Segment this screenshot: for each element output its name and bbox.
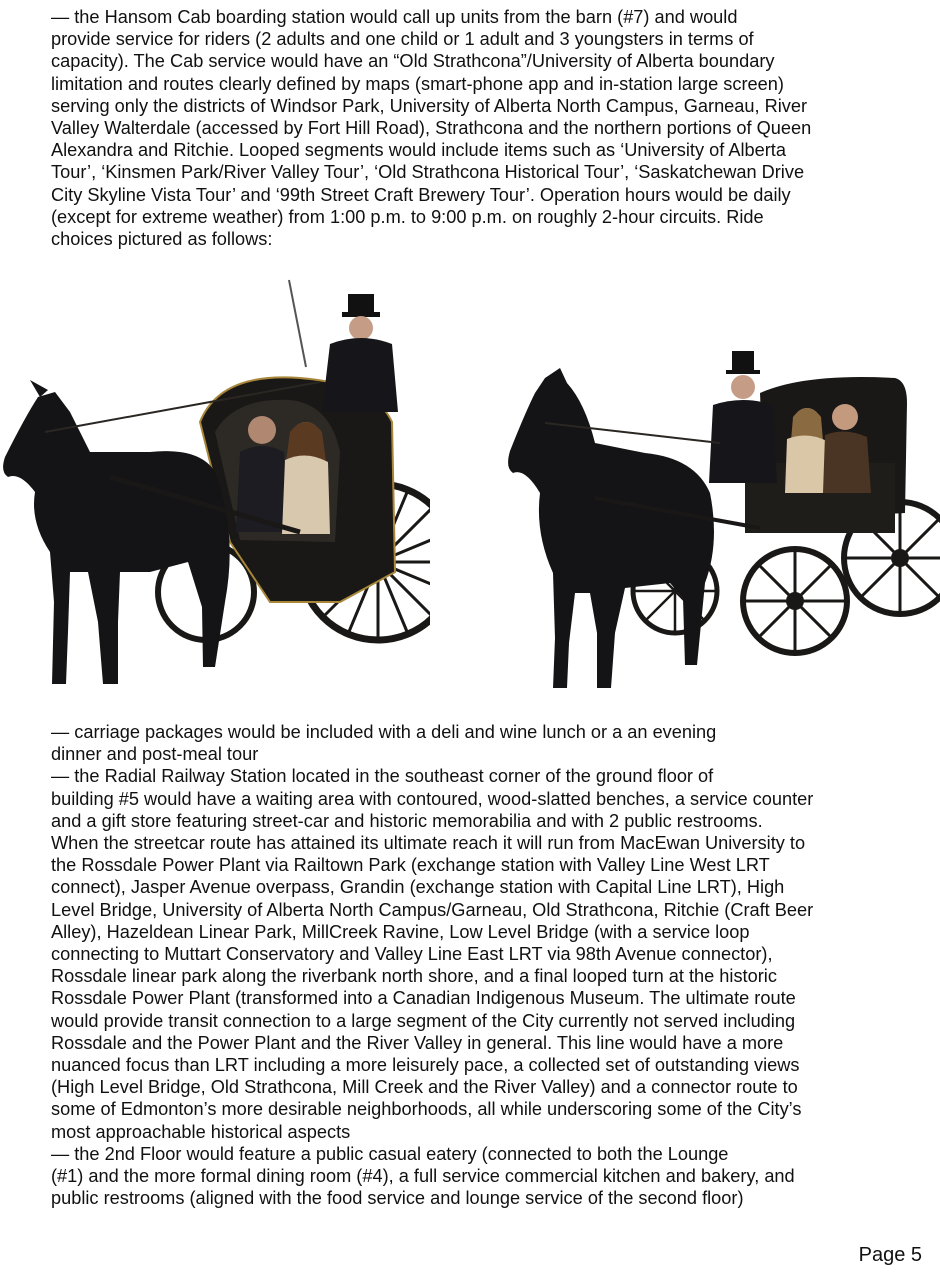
passenger-man-body	[823, 431, 871, 493]
carriage-photo-right	[505, 343, 940, 695]
passenger-man-head	[832, 404, 858, 430]
driver-head	[731, 375, 755, 399]
driver-body	[709, 400, 777, 483]
body-paragraph-hansom-cab: — the Hansom Cab boarding station would call up units from the barn (#7) and would provide service for riders (2 adults and one child or 1 adult and 3 youngsters in terms of capacity). The Cab service would have an “Old Strathcona”/University of Alberta boundary limitation and routes clearly defined by maps (smart-phone app and in-station large screen) serving only the districts of Windsor Park, University of Alberta North Campus, Garneau, River Valley Walterdale (accessed by Fort Hill Road), Strathcona and the northern portions of Queen Alexandra and Ritchie. Looped segments would include items such as ‘University of Alberta Tour’, ‘Kinsmen Park/River Valley Tour’, ‘Old Strathcona Historical Tour’, ‘Saskatchewan Drive City Skyline Vista Tour’ and ‘99th Street Craft Brewery Tour’. Operation hours would be daily (except for extreme weather) from 1:00 p.m. to 9:00 p.m. on roughly 2-hour circuits. Ride choices pictured as follows:	[51, 7, 812, 250]
driver-body	[322, 338, 398, 412]
page-number: Page 5	[858, 1244, 922, 1266]
passenger-woman-body	[282, 455, 330, 534]
middle-wheel	[743, 549, 847, 653]
driver-top-hat	[732, 351, 754, 371]
passenger-woman-body	[785, 435, 829, 493]
passenger-man-head	[248, 416, 276, 444]
body-paragraph-packages-railway: — carriage packages would be included with a deli and wine lunch or a an evening dinner and post-meal tour — the Radial Railway Station located in the southeast corner of the ground floor of building #5 would have a waiting area with contoured, wood-slatted benches, a service counter and a gift store featuring street-car and historic memorabilia and with 2 public restrooms. When the streetcar route has attained its ultimate reach it will run from MacEwan University to the Rossdale Power Plant via Railtown Park (exchange station with Valley Line West LRT connect), Jasper Avenue overpass, Grandin (exchange station with Capital Line LRT), High Level Bridge, University of Alberta North Campus/Garneau, Old Strathcona, Ritchie (Craft Beer Alley), Hazeldean Linear Park, MillCreek Ravine, Low Level Bridge (with a service loop connecting to Muttart Conservatory and Valley Line East LRT via 98th Avenue connector), Rossdale linear park along the riverbank north shore, and a final looped turn at the historic Rossdale Power Plant (transformed into a Canadian Indigenous Museum. The ultimate route would provide transit connection to a large segment of the City currently not served including Rossdale and the Power Plant and the River Valley in general. This line would have a more nuanced focus than LRT including a more leisurely pace, a collected set of outstanding views (High Level Bridge, Old Strathcona, Mill Creek and the River Valley) and a connector route to some of Edmonton’s more desirable neighborhoods, all while underscoring some of the City’s most approachable historical aspects — the 2nd Floor would feature a public casual eatery (connected to both the Lounge (#1) and the more formal dining room (#4), a full service commercial kitchen and bakery, and public restrooms (aligned with the food service and lounge service of the second floor)	[51, 722, 814, 1209]
horse-right	[508, 368, 714, 688]
driver-top-hat	[348, 294, 374, 314]
hansom-cab-photo-left	[0, 272, 430, 697]
driver-head	[349, 316, 373, 340]
whip	[289, 280, 306, 367]
